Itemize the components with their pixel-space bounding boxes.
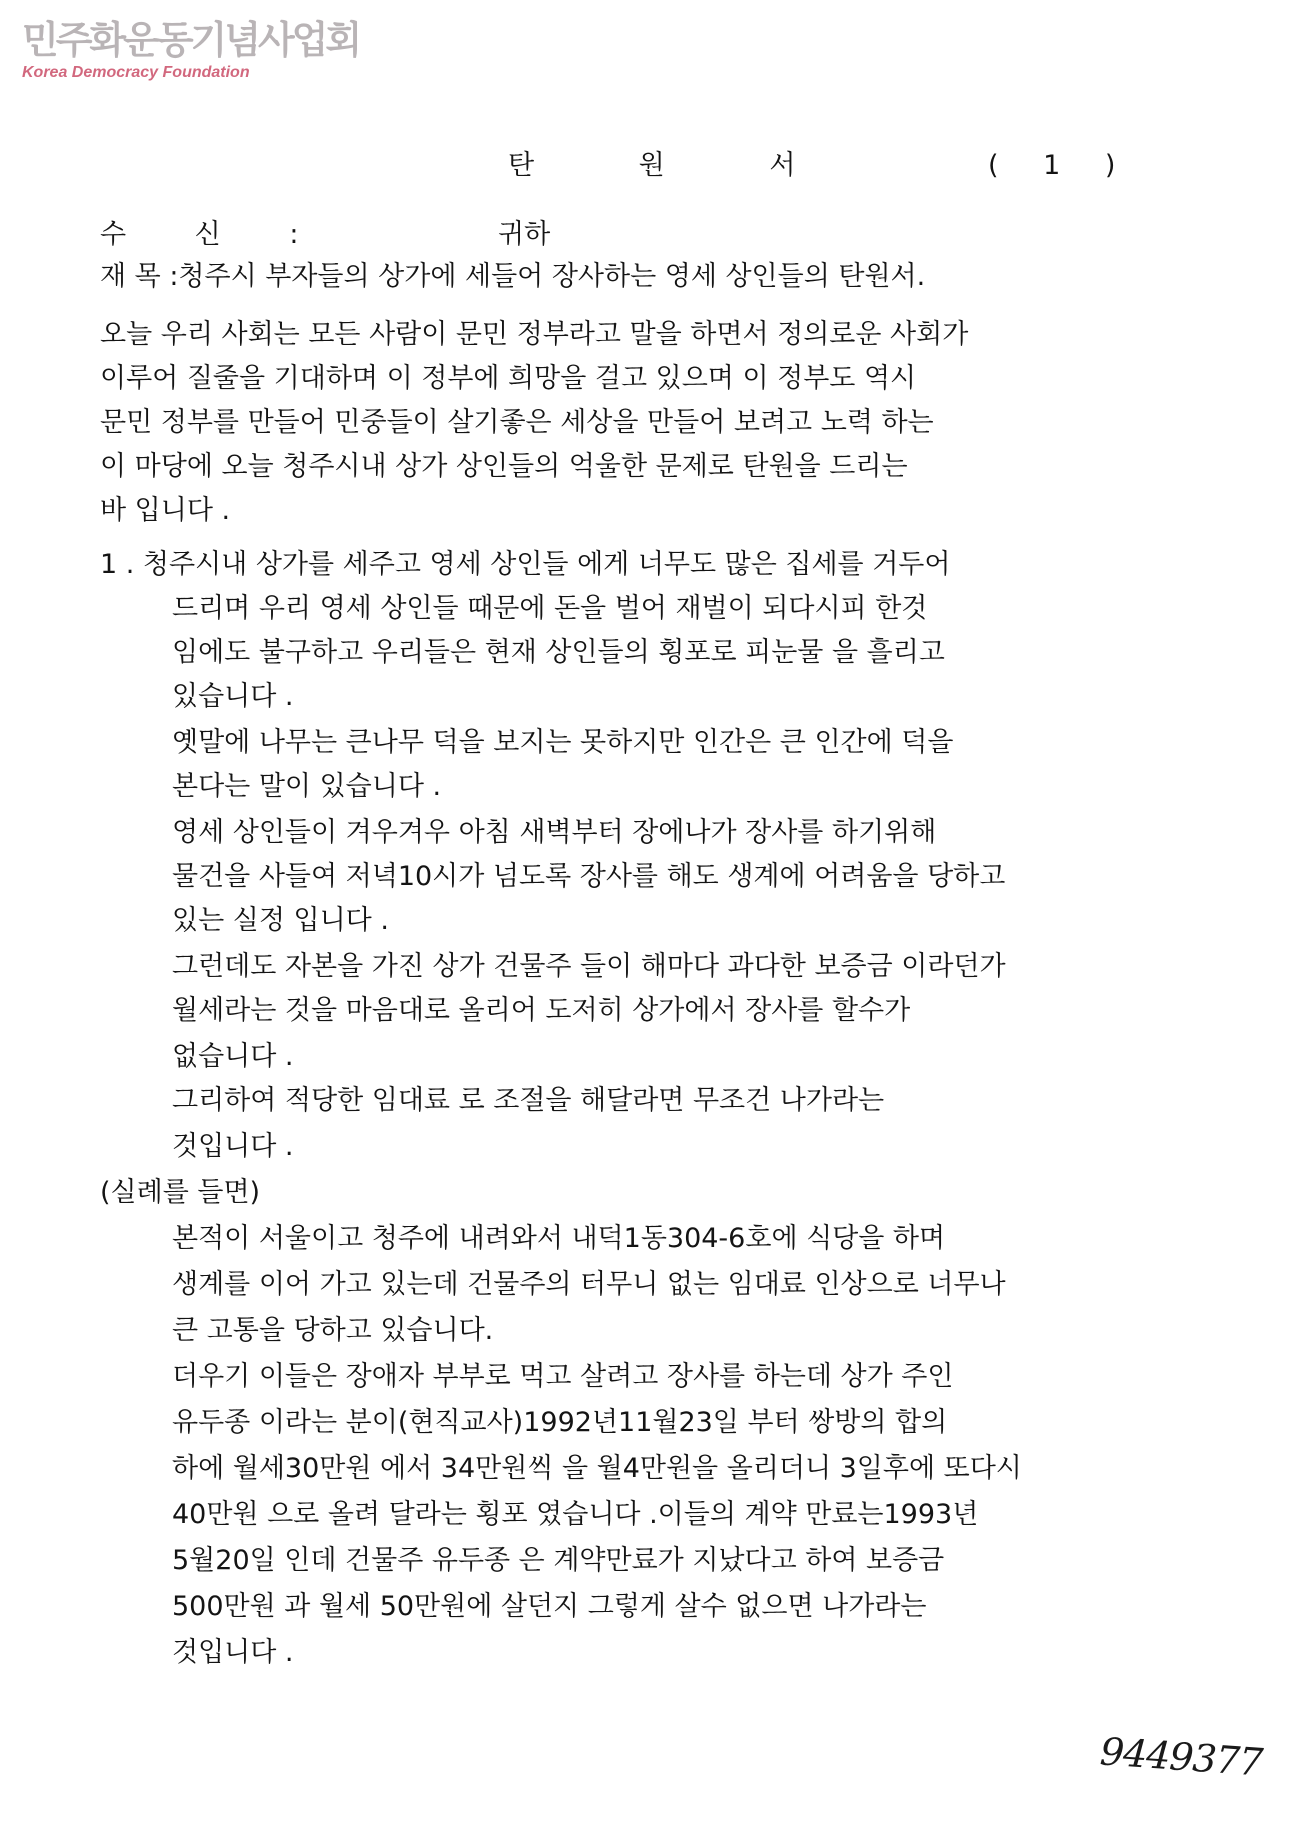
item1-line: 그런데도 자본을 가진 상가 건물주 들이 해마다 과다한 보증금 이라던가 bbox=[172, 951, 1006, 982]
item1-line: 물건을 사들여 저녁10시가 넘도록 장사를 해도 생계에 어려움을 당하고 bbox=[172, 861, 1006, 892]
page-number: ( 1 ) bbox=[988, 150, 1134, 181]
item1-line: 없습니다 . bbox=[172, 1041, 294, 1072]
item1-line: 영세 상인들이 겨우겨우 아침 새벽부터 장에나가 장사를 하기위해 bbox=[172, 817, 937, 848]
item1-line: 임에도 불구하고 우리들은 현재 상인들의 횡포로 피눈물 을 흘리고 bbox=[172, 637, 945, 668]
intro-line: 문민 정부를 만들어 민중들이 살기좋은 세상을 만들어 보려고 노력 하는 bbox=[100, 407, 934, 438]
logo-english-name: Korea Democracy Foundation bbox=[22, 64, 250, 81]
recipient-value: 귀하 bbox=[498, 219, 551, 250]
item1-line: 월세라는 것을 마음대로 올리어 도저히 상가에서 장사를 할수가 bbox=[172, 995, 911, 1026]
item1-line: 있는 실정 입니다 . bbox=[172, 905, 389, 936]
handwritten-document-number: 9449377 bbox=[1098, 1729, 1264, 1785]
example-line: 더우기 이들은 장애자 부부로 먹고 살려고 장사를 하는데 상가 주인 bbox=[172, 1361, 954, 1392]
example-line: 40만원 으로 올려 달라는 횡포 였습니다 .이들의 계약 만료는1993년 bbox=[172, 1499, 979, 1530]
example-line: 500만원 과 월세 50만원에 살던지 그렇게 살수 없으면 나가라는 bbox=[172, 1591, 927, 1622]
example-line: 유두종 이라는 분이(현직교사)1992년11월23일 부터 쌍방의 합의 bbox=[172, 1407, 948, 1438]
item1-line: 본다는 말이 있습니다 . bbox=[172, 771, 442, 802]
intro-line: 이 마당에 오늘 청주시내 상가 상인들의 억울한 문제로 탄원을 드리는 bbox=[100, 451, 908, 482]
subject-line: 재 목 :청주시 부자들의 상가에 세들어 장사하는 영세 상인들의 탄원서. bbox=[100, 261, 926, 292]
intro-line: 이루어 질줄을 기대하며 이 정부에 희망을 걸고 있으며 이 정부도 역시 bbox=[100, 363, 917, 394]
example-line: 큰 고통을 당하고 있습니다. bbox=[172, 1315, 494, 1346]
item1-line: 것입니다 . bbox=[172, 1131, 294, 1162]
example-line: 본적이 서울이고 청주에 내려와서 내덕1동304-6호에 식당을 하며 bbox=[172, 1223, 946, 1254]
logo-korean-name: 민주화운동기념사업회 bbox=[22, 18, 360, 62]
item1-line: 드리며 우리 영세 상인들 때문에 돈을 벌어 재벌이 되다시피 한것 bbox=[172, 593, 928, 624]
intro-line: 바 입니다 . bbox=[100, 495, 231, 526]
item1-line: 그리하여 적당한 임대료 로 조절을 해달라면 무조건 나가라는 bbox=[172, 1085, 885, 1116]
item1-line: 옛말에 나무는 큰나무 덕을 보지는 못하지만 인간은 큰 인간에 덕을 bbox=[172, 727, 954, 758]
item1-line: 있습니다 . bbox=[172, 681, 294, 712]
example-line: 5월20일 인데 건물주 유두종 은 계약만료가 지났다고 하여 보증금 bbox=[172, 1545, 945, 1576]
example-line: 것입니다 . bbox=[172, 1637, 294, 1668]
example-line: 하에 월세30만원 에서 34만원씩 을 월4만원을 올리더니 3일후에 또다시 bbox=[172, 1453, 1022, 1484]
foundation-logo bbox=[22, 20, 359, 82]
example-line: 생계를 이어 가고 있는데 건물주의 터무니 없는 임대료 인상으로 너무나 bbox=[172, 1269, 1006, 1300]
recipient-label: 수 신 : bbox=[100, 219, 329, 250]
item1-line: 1 . 청주시내 상가를 세주고 영세 상인들 에게 너무도 많은 집세를 거두어 bbox=[100, 549, 951, 580]
intro-line: 오늘 우리 사회는 모든 사람이 문민 정부라고 말을 하면서 정의로운 사회가 bbox=[100, 319, 969, 350]
document-title: 탄 원 서 bbox=[508, 150, 844, 181]
example-heading: (실례를 들면) bbox=[100, 1177, 261, 1208]
